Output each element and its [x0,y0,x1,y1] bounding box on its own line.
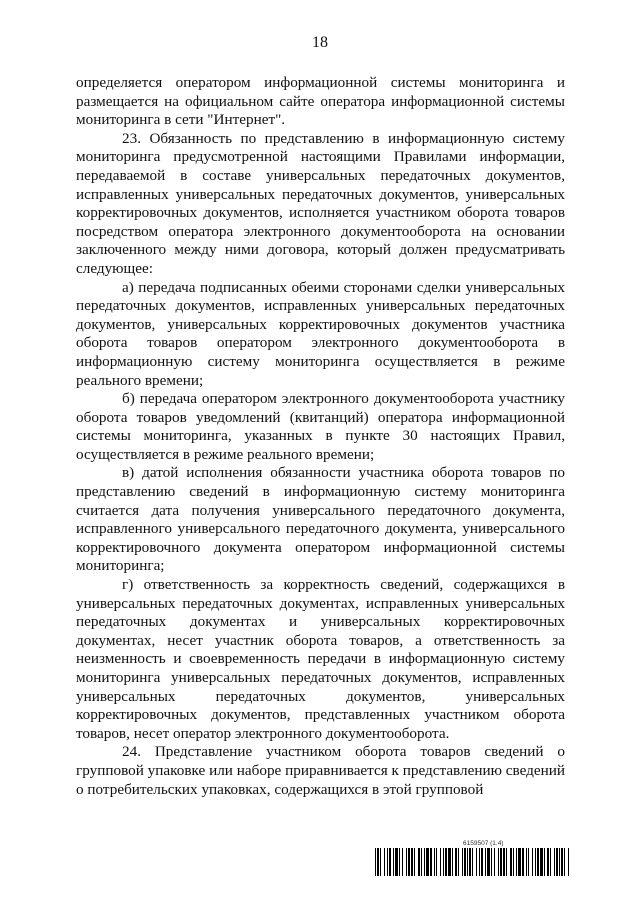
paragraph-23-g: г) ответственность за корректность сведений, содержащихся в универсальных передаточных документах, исправленных универсальных передаточных документах и универсальных корректировочных документах, несет участник оборота товаров, а ответственность за неизменность и своевременность передачи в информационную систему мониторинга универсальных передаточных документов, исправленных универсальных передаточных документов, универсальных корректировочных документов, представленных участником оборота товаров, несет оператор электронного документооборота. [76,576,565,742]
barcode-image [375,848,570,876]
paragraph-24: 24. Представление участником оборота товаров сведений о групповой упаковке или наборе приравнивается к представлению сведений о потребительских упаковках, содержащихся в этой групповой [76,743,565,798]
page-number: 18 [312,34,328,51]
document-code: 6159507 (1.4) [463,840,504,847]
paragraph-23-v: в) датой исполнения обязанности участника оборота товаров по представлению сведений в информационную систему мониторинга считается дата получения универсального передаточного документа, исправленного универсального передаточного документа, универсального корректировочного документа оператором информационной системы мониторинга; [76,464,565,575]
paragraph-continuation: определяется оператором информационной системы мониторинга и размещается на официальном сайте оператора информационной системы мониторинга в сети "Интернет". [76,74,565,129]
document-body [76,74,565,799]
paragraph-23: 23. Обязанность по представлению в информационную систему мониторинга предусмотренной настоящими Правилами информации, передаваемой в составе универсальных передаточных документов, исправленных универсальных передаточных документов, универсальных корректировочных документов, исполняется участником оборота товаров посредством оператора электронного документооборота на основании заключенного между ними договора, который должен предусматривать следующее: [76,129,565,277]
paragraph-23-a: а) передача подписанных обеими сторонами сделки универсальных передаточных документов, исправленных универсальных передаточных документов, универсальных корректировочных документов участника оборота товаров оператором электронного документооборота в информационную систему мониторинга осуществляется в режиме реального времени; [76,278,565,389]
paragraph-23-b: б) передача оператором электронного документооборота участнику оборота товаров уведомлений (квитанций) оператора информационной системы мониторинга, указанных в пункте 30 настоящих Правил, осуществляется в режиме реального времени; [76,390,565,463]
